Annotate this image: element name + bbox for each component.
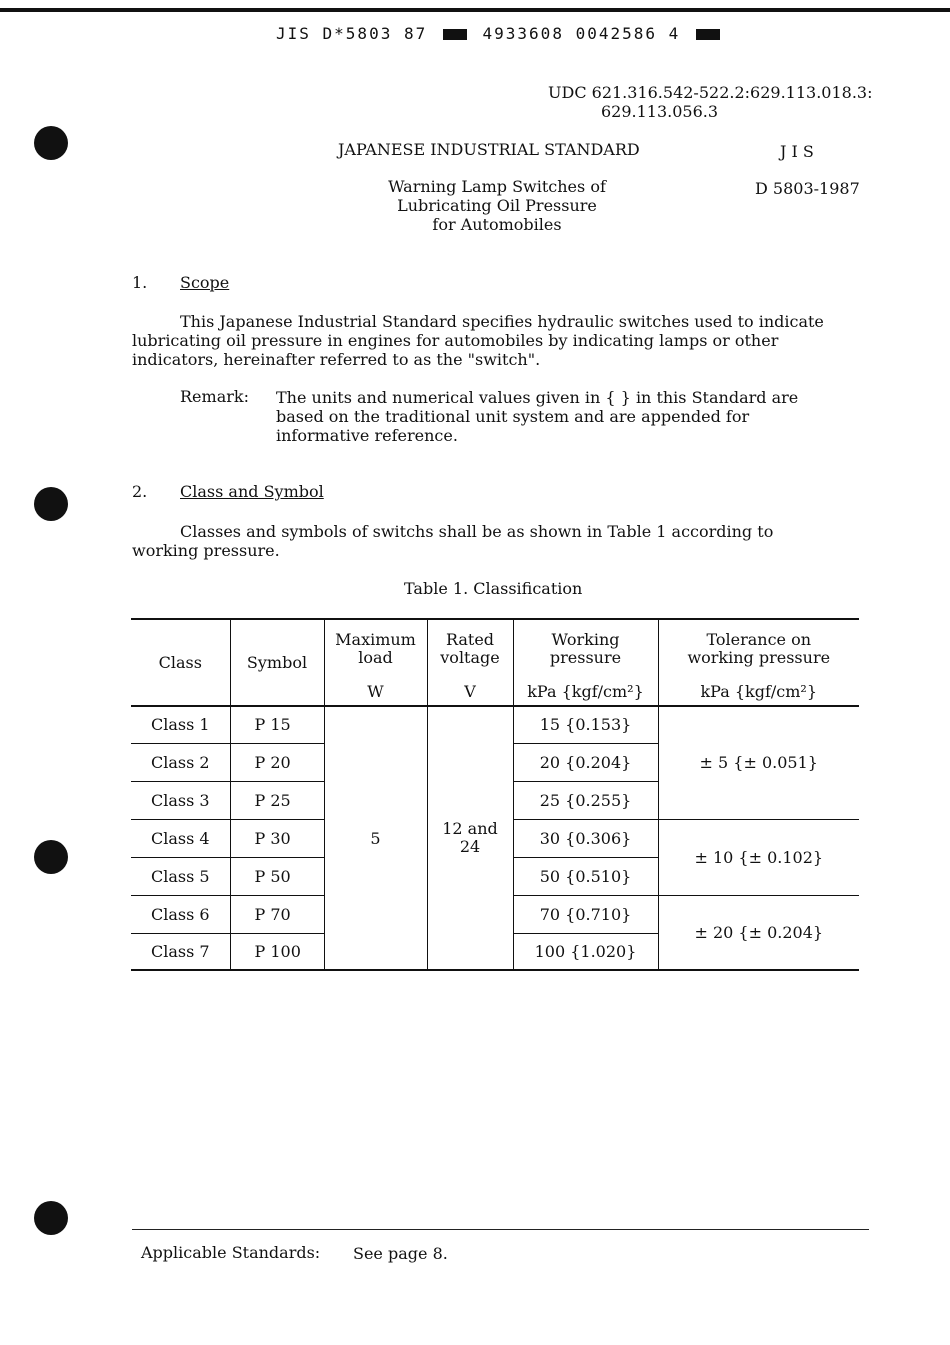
- scope-line-3: indicators, hereinafter referred to as the "switch".: [132, 350, 541, 369]
- cell-pressure: 30 {0.306}: [513, 819, 658, 857]
- footer-value: See page 8.: [353, 1244, 448, 1263]
- header-working-pressure-line-1: Working: [551, 629, 620, 649]
- document-title: [338, 177, 656, 234]
- cell-class: Class 6: [131, 895, 230, 933]
- footer-label: Applicable Standards:: [141, 1243, 321, 1262]
- classification-table: [131, 618, 859, 971]
- cell-pressure: 70 {0.710}: [513, 895, 658, 933]
- remark-line-3: informative reference.: [276, 426, 458, 445]
- header-code: [276, 24, 724, 43]
- punch-hole: [34, 126, 68, 160]
- rated-voltage-line-1: 12 and: [442, 819, 498, 838]
- cell-symbol: P 70: [230, 895, 324, 933]
- remark-line-2: based on the traditional unit system and are appended for: [276, 407, 750, 426]
- header-tolerance: [658, 619, 859, 677]
- class-para-line-1: Classes and symbols of switchs shall be as shown in Table 1 according to: [180, 522, 774, 541]
- header-max-load-line-1: Maximum: [335, 629, 416, 649]
- header-rated-voltage-line-1: Rated: [445, 629, 495, 649]
- title-line-1: Warning Lamp Switches of: [388, 177, 606, 196]
- cell-class: Class 1: [131, 706, 230, 743]
- cell-pressure: 25 {0.255}: [513, 781, 658, 819]
- cell-tolerance: ± 10 {± 0.102}: [658, 819, 859, 895]
- header-working-pressure-line-2: pressure: [549, 647, 622, 667]
- cell-class: Class 2: [131, 743, 230, 781]
- unit-max-load: W: [324, 677, 427, 706]
- footer-rule: [132, 1229, 869, 1230]
- cell-pressure: 15 {0.153}: [513, 706, 658, 743]
- top-border-bar: [0, 8, 950, 12]
- title-line-2: Lubricating Oil Pressure: [397, 196, 597, 215]
- redaction-block: [443, 29, 467, 40]
- cell-symbol: P 30: [230, 819, 324, 857]
- table-caption: Table 1. Classification: [404, 579, 583, 598]
- header-class: Class: [131, 619, 230, 706]
- cell-class: Class 4: [131, 819, 230, 857]
- cell-symbol: P 20: [230, 743, 324, 781]
- header-max-load: [324, 619, 427, 677]
- scope-line-1: This Japanese Industrial Standard specifies hydraulic switches used to indicate: [180, 312, 824, 331]
- remark-label: Remark:: [180, 387, 249, 406]
- redaction-block: [696, 29, 720, 40]
- table-row: [131, 706, 859, 743]
- header-symbol: Symbol: [230, 619, 324, 706]
- section-1-number: 1.: [132, 273, 148, 292]
- class-para-line-2: working pressure.: [132, 541, 280, 560]
- cell-symbol: P 15: [230, 706, 324, 743]
- header-rated-voltage-line-2: voltage: [440, 647, 500, 667]
- jis-mark: J I S: [780, 142, 814, 161]
- cell-tolerance: ± 5 {± 0.051}: [658, 706, 859, 819]
- header-max-load-line-2: load: [358, 647, 393, 667]
- header-tolerance-line-2: working pressure: [687, 647, 831, 667]
- table-header-row: [131, 619, 859, 677]
- cell-symbol: P 50: [230, 857, 324, 895]
- rated-voltage-line-2: 24: [459, 837, 481, 856]
- header-rated-voltage: [427, 619, 513, 677]
- cell-pressure: 20 {0.204}: [513, 743, 658, 781]
- punch-hole: [34, 487, 68, 521]
- udc-line-2: 629.113.056.3: [601, 102, 719, 121]
- unit-rated-voltage: V: [427, 677, 513, 706]
- standard-label: JAPANESE INDUSTRIAL STANDARD: [338, 140, 640, 159]
- cell-max-load: 5: [324, 706, 427, 970]
- punch-hole: [34, 840, 68, 874]
- unit-tolerance: kPa {kgf/cm²}: [700, 681, 818, 701]
- section-2-heading: Class and Symbol: [180, 482, 324, 501]
- remark-line-1: The units and numerical values given in { } in this Standard are: [276, 388, 799, 407]
- unit-working-pressure: kPa {kgf/cm²}: [513, 677, 658, 706]
- doc-number: D 5803-1987: [755, 179, 860, 198]
- cell-pressure: 100 {1.020}: [513, 933, 658, 970]
- cell-symbol: P 100: [230, 933, 324, 970]
- header-code-middle: 4933608 0042586 4: [482, 24, 681, 43]
- cell-pressure: 50 {0.510}: [513, 857, 658, 895]
- cell-rated-voltage: [427, 706, 513, 970]
- section-1-heading: Scope: [180, 273, 230, 292]
- header-code-left: JIS D*5803 87: [276, 24, 428, 43]
- section-2-number: 2.: [132, 482, 148, 501]
- title-line-3: for Automobiles: [432, 215, 562, 234]
- scope-line-2: lubricating oil pressure in engines for automobiles by indicating lamps or other: [132, 331, 779, 350]
- cell-symbol: P 25: [230, 781, 324, 819]
- cell-class: Class 5: [131, 857, 230, 895]
- cell-tolerance: ± 20 {± 0.204}: [694, 922, 824, 942]
- udc-line-1: UDC 621.316.542-522.2:629.113.018.3:: [548, 83, 873, 102]
- header-tolerance-line-1: Tolerance on: [706, 629, 812, 649]
- header-working-pressure: [513, 619, 658, 677]
- cell-class: Class 3: [131, 781, 230, 819]
- punch-hole: [34, 1201, 68, 1235]
- cell-class: Class 7: [131, 933, 230, 970]
